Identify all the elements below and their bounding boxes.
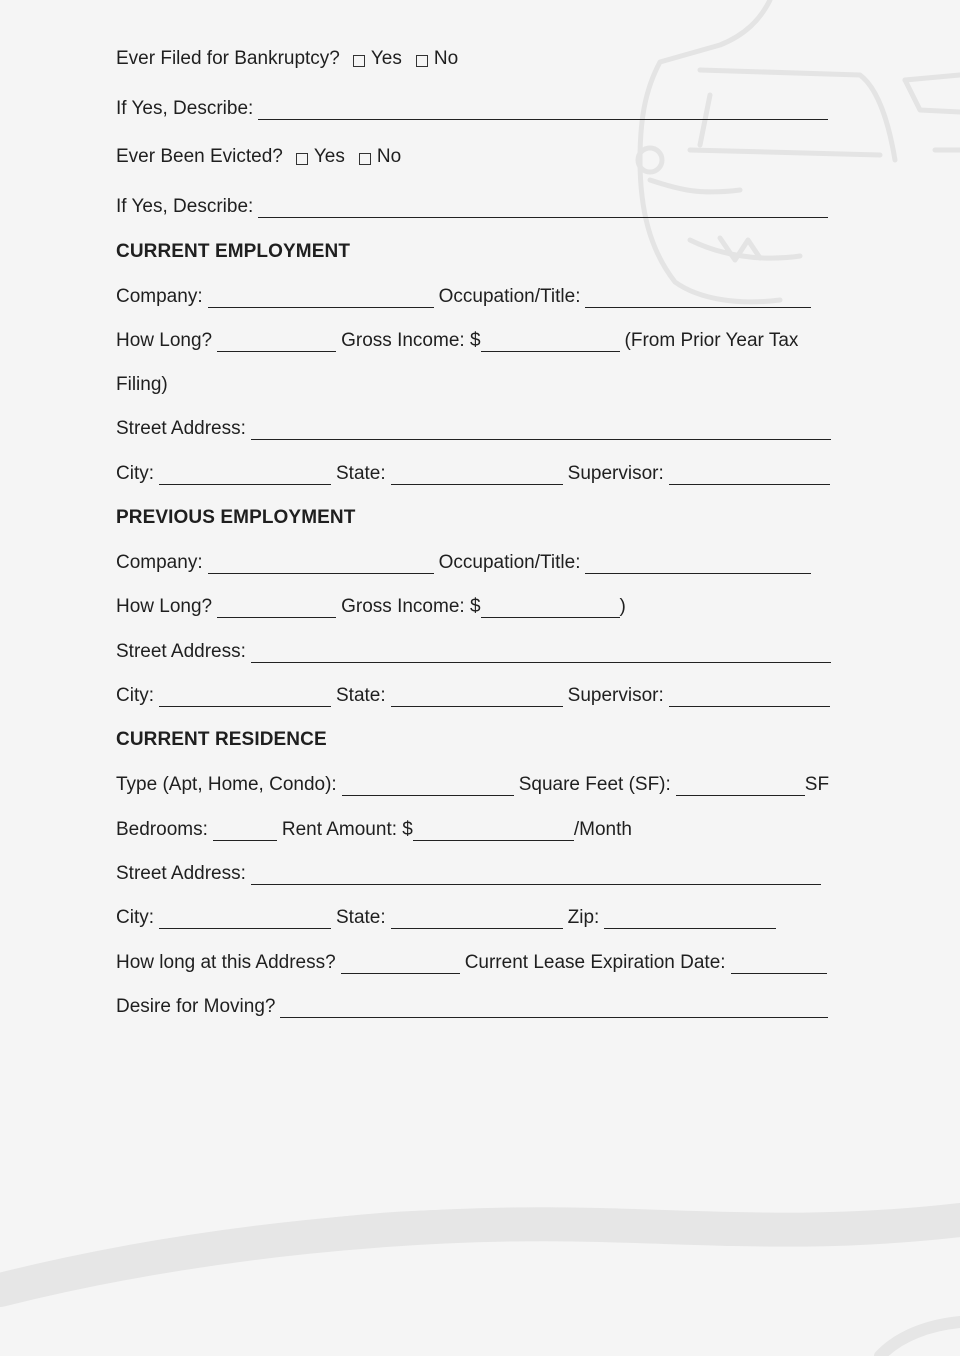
eviction-question: Ever Been Evicted?	[116, 146, 283, 167]
previous-income-row	[116, 593, 626, 619]
residence-rent-row	[116, 816, 632, 842]
bankruptcy-no-label: No	[433, 48, 459, 69]
residence-moving-field[interactable]	[280, 998, 828, 1018]
previous-company-row	[116, 549, 816, 575]
residence-moving-row	[116, 993, 833, 1019]
bankruptcy-describe-field[interactable]	[258, 100, 828, 120]
residence-street-field[interactable]	[251, 865, 821, 885]
current-city-field[interactable]	[159, 465, 331, 485]
residence-zip-field[interactable]	[604, 909, 776, 929]
bankruptcy-describe-row	[116, 95, 833, 121]
previous-gross-income-label: Gross Income: $	[341, 596, 481, 617]
previous-street-label: Street Address:	[116, 641, 246, 662]
bankruptcy-no-checkbox[interactable]	[416, 55, 428, 67]
bankruptcy-row	[116, 45, 458, 71]
bankruptcy-yes-label: Yes	[370, 48, 402, 69]
residence-city-label: City:	[116, 907, 154, 928]
residence-sqft-unit: SF	[804, 774, 830, 795]
current-how-long-field[interactable]	[217, 332, 336, 352]
previous-supervisor-label: Supervisor:	[567, 685, 664, 706]
current-occupation-field[interactable]	[585, 288, 811, 308]
current-occupation-label: Occupation/Title:	[438, 286, 581, 307]
residence-rent-unit: /Month	[573, 819, 632, 840]
bankruptcy-question: Ever Filed for Bankruptcy?	[116, 48, 340, 69]
previous-street-field[interactable]	[251, 643, 831, 663]
current-company-label: Company:	[116, 286, 203, 307]
residence-state-label: State:	[336, 907, 386, 928]
residence-sqft-label: Square Feet (SF):	[518, 774, 671, 795]
previous-state-label: State:	[336, 685, 386, 706]
residence-street-label: Street Address:	[116, 863, 246, 884]
current-city-row	[116, 460, 835, 486]
previous-income-close: )	[619, 596, 626, 617]
eviction-no-checkbox[interactable]	[359, 153, 371, 165]
previous-city-field[interactable]	[159, 687, 331, 707]
eviction-no-label: No	[376, 146, 402, 167]
residence-type-field[interactable]	[342, 776, 514, 796]
previous-gross-income-field[interactable]	[481, 598, 620, 618]
current-city-label: City:	[116, 463, 154, 484]
residence-state-field[interactable]	[391, 909, 563, 929]
residence-how-long-label: How long at this Address?	[116, 952, 336, 973]
eviction-yes-checkbox[interactable]	[296, 153, 308, 165]
residence-lease-label: Current Lease Expiration Date:	[464, 952, 726, 973]
current-income-note-cont: Filing)	[116, 374, 168, 395]
current-street-row	[116, 415, 836, 441]
residence-duration-row	[116, 949, 832, 975]
eviction-describe-field[interactable]	[258, 198, 828, 218]
eviction-describe-row	[116, 193, 833, 219]
residence-moving-label: Desire for Moving?	[116, 996, 276, 1017]
residence-street-row	[116, 860, 826, 886]
residence-type-label: Type (Apt, Home, Condo):	[116, 774, 337, 795]
current-street-field[interactable]	[251, 420, 831, 440]
previous-supervisor-field[interactable]	[669, 687, 830, 707]
residence-bedrooms-label: Bedrooms:	[116, 819, 208, 840]
previous-how-long-label: How Long?	[116, 596, 213, 617]
current-residence-heading: CURRENT RESIDENCE	[116, 729, 327, 750]
bankruptcy-yes-checkbox[interactable]	[353, 55, 365, 67]
current-income-row	[116, 327, 798, 353]
residence-city-row	[116, 904, 781, 930]
residence-sqft-field[interactable]	[676, 776, 805, 796]
previous-how-long-field[interactable]	[217, 598, 336, 618]
residence-rent-label: Rent Amount: $	[281, 819, 413, 840]
previous-employment-heading: PREVIOUS EMPLOYMENT	[116, 507, 356, 528]
current-supervisor-field[interactable]	[669, 465, 830, 485]
previous-city-row	[116, 682, 835, 708]
bankruptcy-describe-label: If Yes, Describe:	[116, 98, 254, 119]
previous-occupation-label: Occupation/Title:	[438, 552, 581, 573]
residence-type-row	[116, 771, 829, 797]
eviction-row	[116, 143, 401, 169]
previous-occupation-field[interactable]	[585, 554, 811, 574]
previous-city-label: City:	[116, 685, 154, 706]
current-gross-income-field[interactable]	[481, 332, 620, 352]
residence-city-field[interactable]	[159, 909, 331, 929]
current-street-label: Street Address:	[116, 418, 246, 439]
previous-street-row	[116, 638, 836, 664]
eviction-yes-label: Yes	[313, 146, 345, 167]
current-gross-income-label: Gross Income: $	[341, 330, 481, 351]
previous-company-label: Company:	[116, 552, 203, 573]
current-income-note-row	[116, 371, 168, 397]
residence-bedrooms-field[interactable]	[213, 821, 277, 841]
residence-how-long-field[interactable]	[341, 954, 460, 974]
current-how-long-label: How Long?	[116, 330, 213, 351]
previous-company-field[interactable]	[208, 554, 434, 574]
previous-state-field[interactable]	[391, 687, 563, 707]
residence-zip-label: Zip:	[567, 907, 600, 928]
current-employment-heading: CURRENT EMPLOYMENT	[116, 241, 351, 262]
residence-rent-field[interactable]	[413, 821, 574, 841]
current-state-label: State:	[336, 463, 386, 484]
current-income-note: (From Prior Year Tax	[624, 330, 799, 351]
current-company-row	[116, 283, 816, 309]
eviction-describe-label: If Yes, Describe:	[116, 196, 254, 217]
current-company-field[interactable]	[208, 288, 434, 308]
current-state-field[interactable]	[391, 465, 563, 485]
current-supervisor-label: Supervisor:	[567, 463, 664, 484]
residence-lease-field[interactable]	[731, 954, 827, 974]
